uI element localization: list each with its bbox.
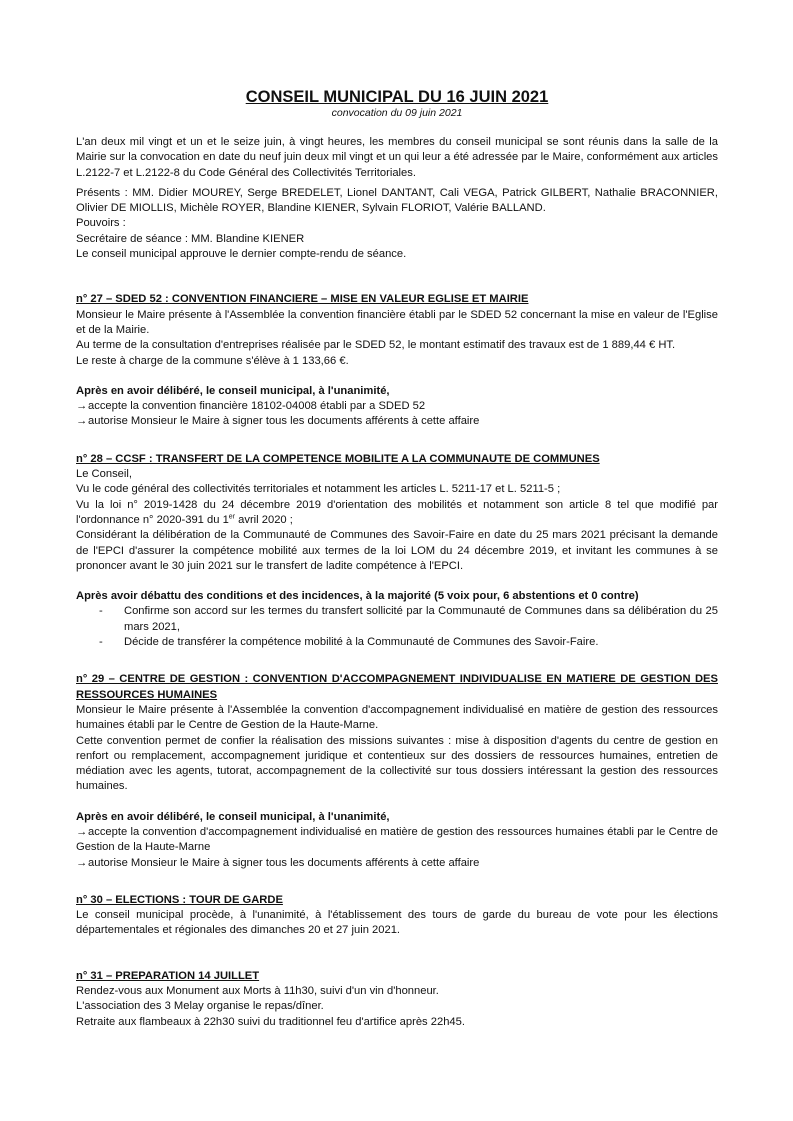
section-27-item: →accepte la convention financière 18102-04008 établi par a SDED 52 [76,399,718,414]
section-28-paragraph: Vu la loi n° 2019-1428 du 24 décembre 2019 d'orientation des mobilités et notamment son article 8 tel que modifié par l'ordonnance n° 2020-391 du 1er avril 2020 ; [76,498,718,526]
section-31-paragraph: Retraite aux flambeaux à 22h30 suivi du traditionnel feu d'artifice après 22h45. [76,1015,465,1028]
section-28-paragraph: Considérant la délibération de la Communauté de Communes des Savoir-Faire en date du 25 mars 2021 précisant la demande de l'EPCI d'assurer la compétence mobilité aux termes de la loi LOM du 24 décembre 2019, et invitant les communes à se prononcer avant le 30 juin 2021 sur le transfert de ladite compétence à l'EPCI. [76,529,718,572]
list-item: - Décide de transférer la compétence mobilité à la Communauté de Communes des Savoir-Faire. [124,635,718,650]
section-30-heading: n° 30 – ELECTIONS : TOUR DE GARDE [76,893,283,906]
secretaire-line: Secrétaire de séance : MM. Blandine KIENER [76,232,305,245]
pouvoirs-line: Pouvoirs : [76,217,126,230]
section-31-paragraph: Rendez-vous aux Monument aux Morts à 11h30, suivi d'un vin d'honneur. [76,985,439,998]
section-27-paragraph: Au terme de la consultation d'entreprises réalisée par le SDED 52, le montant estimatif des travaux est de 1 889,44 € HT. [76,339,676,352]
section-29-item: →autorise Monsieur le Maire à signer tous les documents afférents à cette affaire [76,856,718,871]
page-title: CONSEIL MUNICIPAL DU 16 JUIN 2021 [245,88,549,106]
section-28-list [76,604,718,650]
section-29-decision: Après en avoir délibéré, le conseil municipal, à l'unanimité, [76,810,390,823]
list-item: - Confirme son accord sur les termes du transfert sollicité par la Communauté de Communes dans sa délibération du 25 mars 2021, [124,604,718,635]
presents-list: Présents : MM. Didier MOUREY, Serge BREDELET, Lionel DANTANT, Cali VEGA, Patrick GILBERT, Nathalie BRACONNIER, Olivier DE MIOLLIS, Michèle ROYER, Blandine KIENER, Sylvain FLORIOT, Valérie BALLAND. [76,186,718,215]
document-page [76,88,718,1030]
page-subtitle: convocation du 09 juin 2021 [331,107,463,119]
section-28-paragraph: Le Conseil, [76,468,132,481]
section-30-paragraph: Le conseil municipal procède, à l'unanimité, à l'établissement des tours de garde du bureau de vote pour les élections départementales et régionales des dimanches 20 et 27 juin 2021. [76,909,718,937]
section-27-item: →autorise Monsieur le Maire à signer tous les documents afférents à cette affaire [76,414,718,429]
section-31-heading: n° 31 – PREPARATION 14 JUILLET [76,969,260,982]
section-28-paragraph: Vu le code général des collectivités territoriales et notamment les articles L. 5211-17 et L. 5211-5 ; [76,483,561,496]
section-27-paragraph: Monsieur le Maire présente à l'Assemblée la convention financière établi par le SDED 52 concernant la mise en valeur de l'Eglise et de la Mairie. [76,308,718,336]
section-29-paragraph: Cette convention permet de confier la réalisation des missions suivantes : mise à disposition d'agents du centre de gestion en renfort ou remplacement, accompagnement juridique et contentieux sur des dossiers de ressources humaines, entretien de médiation avec les agents, tutorat, accompagnement de la collectivité sur tous dossiers intéressant la gestion des ressources humaines. [76,734,718,793]
arrow-right-icon: → [76,400,88,413]
section-29-item: →accepte la convention d'accompagnement individualisé en matière de gestion des ressources humaines établi par le Centre de Gestion de la Haute-Marne [76,825,718,854]
arrow-right-icon: → [76,825,88,838]
section-27-heading: n° 27 – SDED 52 : CONVENTION FINANCIERE – MISE EN VALEUR EGLISE ET MAIRIE [76,293,529,306]
arrow-right-icon: → [76,415,88,428]
section-31-paragraph: L'association des 3 Melay organise le repas/dîner. [76,1000,324,1013]
section-28-heading: n° 28 – CCSF : TRANSFERT DE LA COMPETENCE MOBILITE A LA COMMUNAUTE DE COMMUNES [76,452,600,465]
section-28-decision: Après avoir débattu des conditions et des incidences, à la majorité (5 voix pour, 6 abstentions et 0 contre) [76,590,639,603]
section-29-heading: n° 29 – CENTRE DE GESTION : CONVENTION D'ACCOMPAGNEMENT INDIVIDUALISE EN MATIERE DE GESTION DES RESSOURCES HUMAINES [76,673,718,701]
section-27-decision: Après en avoir délibéré, le conseil municipal, à l'unanimité, [76,384,390,397]
intro-paragraph: L'an deux mil vingt et un et le seize juin, à vingt heures, les membres du conseil municipal se sont réunis dans la salle de la Mairie sur la convocation en date du neuf juin deux mil vingt et un qui leur a été adressée par le Maire, conformément aux articles L.2122-7 et L.2122-8 du Code Général des Collectivités Territoriales. [76,136,718,179]
section-27-paragraph: Le reste à charge de la commune s'élève à 1 133,66 €. [76,354,349,367]
approval-line: Le conseil municipal approuve le dernier compte-rendu de séance. [76,248,407,261]
arrow-right-icon: → [76,856,88,869]
section-29-paragraph: Monsieur le Maire présente à l'Assemblée la convention d'accompagnement individualisé en matière de gestion des ressources humaines établi par le Centre de Gestion de la Haute-Marne. [76,703,718,732]
